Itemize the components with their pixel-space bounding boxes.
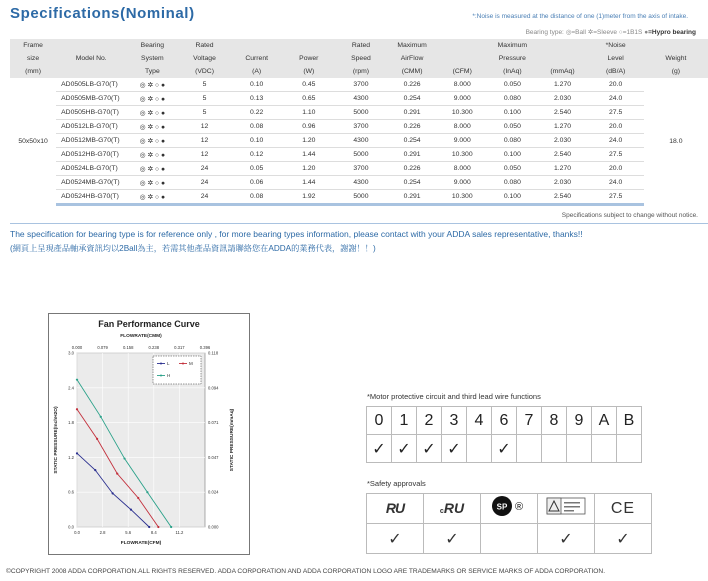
power-cell: 1.20: [283, 162, 335, 176]
series-point-L: [76, 452, 78, 454]
cul-mark: [424, 494, 481, 524]
bearing-type-icons: ◎ ✲ ○ ●: [126, 120, 178, 134]
spec-header-cell: Pressure: [487, 52, 537, 65]
bearing-legend: [526, 28, 696, 36]
speed-cell: 3700: [335, 162, 387, 176]
cfm-cell: 8.000: [437, 78, 487, 92]
cfm-cell: 10.300: [437, 148, 487, 162]
power-cell: 0.96: [283, 120, 335, 134]
bearing-type-icons: ◎ ✲ ○ ●: [126, 134, 178, 148]
check-icon: [592, 435, 617, 463]
legend-label-M: M: [189, 361, 193, 366]
cmm-cell: 0.291: [387, 190, 437, 205]
series-point-M: [157, 526, 159, 528]
ce-mark: [595, 494, 652, 524]
spec-table: [10, 39, 708, 206]
spec-header-row: [10, 52, 708, 65]
model-cell: AD0524MB-G70(T): [56, 176, 126, 190]
check-icon: ✓: [417, 435, 442, 463]
mmaq-cell: 1.270: [537, 78, 587, 92]
inaq-cell: 0.050: [487, 162, 537, 176]
voltage-cell: 24: [178, 162, 230, 176]
voltage-cell: 24: [178, 176, 230, 190]
current-cell: 0.22: [231, 106, 283, 120]
spec-header-cell: Rated: [178, 39, 230, 52]
voltage-cell: 12: [178, 148, 230, 162]
voltage-cell: 5: [178, 92, 230, 106]
spec-header-cell: Maximum: [387, 39, 437, 52]
series-point-L: [148, 526, 150, 528]
mmaq-cell: 1.270: [537, 120, 587, 134]
spec-table-body: [10, 78, 708, 205]
cfm-cell: 10.300: [437, 106, 487, 120]
y-tick-label: 1.2: [68, 454, 74, 460]
noise-cell: 24.0: [588, 134, 644, 148]
function-code: 8: [542, 407, 567, 435]
spec-header-cell: Maximum: [487, 39, 537, 52]
spec-table-header: [10, 39, 708, 78]
noise-cell: 20.0: [588, 120, 644, 134]
inaq-cell: 0.080: [487, 92, 537, 106]
series-point-M: [116, 473, 118, 475]
model-cell: AD0512LB-G70(T): [56, 120, 126, 134]
spec-header-cell: Voltage: [178, 52, 230, 65]
function-code: 1: [392, 407, 417, 435]
check-icon: [481, 524, 538, 554]
x-tick-label: 8.4: [150, 530, 157, 535]
noise-cell: 24.0: [588, 92, 644, 106]
model-cell: AD0524HB-G70(T): [56, 190, 126, 205]
bearing-reference-note: The specification for bearing type is for reference only , for more bearing types information, please contact with your ADDA sales representative, thanks!!: [10, 229, 583, 239]
ul-mark: [367, 494, 424, 524]
cfm-cell: 10.300: [437, 190, 487, 205]
function-code: 9: [567, 407, 592, 435]
bearing-hypro: =Hypro bearing: [648, 29, 696, 36]
inaq-cell: 0.100: [487, 148, 537, 162]
check-icon: ✓: [442, 435, 467, 463]
bearing-type-icons: ◎ ✲ ○ ●: [126, 92, 178, 106]
noise-cell: 20.0: [588, 78, 644, 92]
check-icon: [467, 435, 492, 463]
right-tick-label: 0.118: [208, 350, 219, 356]
function-code: 3: [442, 407, 467, 435]
spec-header-cell: Type: [126, 65, 178, 78]
bearing-type-icons: ◎ ✲ ○ ●: [126, 162, 178, 176]
series-point-H: [100, 416, 102, 418]
inaq-cell: 0.080: [487, 134, 537, 148]
bearing-type-icons: ◎ ✲ ○ ●: [126, 176, 178, 190]
spec-row: [10, 176, 708, 190]
safety-marks-row: [367, 494, 652, 524]
hypro-icon: ●: [644, 29, 649, 36]
speed-cell: 3700: [335, 78, 387, 92]
spec-row: [10, 106, 708, 120]
functions-codes-row: [367, 407, 642, 435]
model-cell: AD0512MB-G70(T): [56, 134, 126, 148]
cfm-cell: 9.000: [437, 134, 487, 148]
spec-header-cell: [644, 39, 708, 52]
cmm-cell: 0.226: [387, 162, 437, 176]
spec-row: [10, 134, 708, 148]
function-code: 7: [517, 407, 542, 435]
voltage-cell: 12: [178, 134, 230, 148]
power-cell: 1.44: [283, 148, 335, 162]
model-cell: AD0505HB-G70(T): [56, 106, 126, 120]
legend-label-H: H: [167, 373, 171, 378]
cmm-cell: 0.254: [387, 92, 437, 106]
spec-row: [10, 120, 708, 134]
right-tick-label: 0.024: [208, 489, 219, 495]
cfm-cell: 9.000: [437, 176, 487, 190]
check-icon: ✓: [492, 435, 517, 463]
spec-header-cell: Frame: [10, 39, 56, 52]
bearing-sleeve: =Sleeve: [593, 29, 617, 36]
check-icon: ✓: [538, 524, 595, 554]
function-code: B: [617, 407, 642, 435]
top-tick-label: 0.158: [122, 345, 134, 350]
frame-size-cell: 50x50x10: [18, 137, 48, 145]
function-code: 4: [467, 407, 492, 435]
cmm-cell: 0.226: [387, 120, 437, 134]
spec-header-cell: [56, 39, 126, 52]
bearing-type-icons: ◎ ✲ ○ ●: [126, 190, 178, 205]
functions-title: *Motor protective circuit and third lead wire functions: [367, 392, 541, 401]
spec-header-cell: AirFlow: [387, 52, 437, 65]
right-tick-label: 0.071: [208, 420, 219, 426]
mmaq-cell: 2.540: [537, 148, 587, 162]
spec-row: [10, 78, 708, 92]
ball-icon: ◎: [565, 29, 572, 36]
y-tick-label: 0.6: [68, 489, 74, 495]
spec-header-cell: Current: [231, 52, 283, 65]
weight-cell: 18.0: [669, 137, 683, 145]
spec-header-cell: [437, 52, 487, 65]
function-code: 2: [417, 407, 442, 435]
series-point-M: [76, 408, 78, 410]
safety-title: *Safety approvals: [367, 479, 426, 488]
speed-cell: 4300: [335, 92, 387, 106]
cmm-cell: 0.254: [387, 134, 437, 148]
y-axis-label: STATIC PRESSURE(InchH2O): [54, 406, 59, 474]
right-tick-label: 0.000: [208, 524, 219, 530]
noise-cell: 24.0: [588, 176, 644, 190]
tuv-mark: [538, 494, 595, 524]
x-tick-label: 2.8: [99, 530, 106, 535]
right-axis-label: STATIC PRESSURE(mmAq): [230, 408, 235, 472]
function-code: 6: [492, 407, 517, 435]
noise-cell: 20.0: [588, 162, 644, 176]
check-icon: ✓: [367, 435, 392, 463]
divider: [10, 223, 708, 224]
right-tick-label: 0.094: [208, 385, 219, 391]
series-point-H: [123, 457, 125, 459]
mmaq-cell: 2.030: [537, 134, 587, 148]
spec-header-cell: [537, 52, 587, 65]
current-cell: 0.08: [231, 120, 283, 134]
bearing-type-icons: ◎ ✲ ○ ●: [126, 78, 178, 92]
spec-header-cell: [231, 39, 283, 52]
top-tick-label: 0.000: [71, 345, 83, 350]
current-cell: 0.06: [231, 176, 283, 190]
power-cell: 1.92: [283, 190, 335, 205]
cmm-cell: 0.291: [387, 106, 437, 120]
check-icon: [542, 435, 567, 463]
legend-marker-L: [160, 363, 162, 365]
power-cell: 1.44: [283, 176, 335, 190]
spec-header-cell: (dB/A): [588, 65, 644, 78]
mmaq-cell: 2.540: [537, 106, 587, 120]
spec-header-row: [10, 39, 708, 52]
cmm-cell: 0.226: [387, 78, 437, 92]
y-tick-label: 1.8: [68, 420, 74, 426]
right-tick-label: 0.047: [208, 454, 219, 460]
series-point-H: [76, 379, 78, 381]
spec-header-cell: [56, 65, 126, 78]
spec-header-cell: *Noise: [588, 39, 644, 52]
ul-logo: RU: [385, 499, 405, 516]
speed-cell: 5000: [335, 190, 387, 205]
noise-note: *:Noise is measured at the distance of one (1)meter from the axis of intake.: [472, 13, 688, 20]
legend-box: [153, 356, 201, 384]
noise-cell: 27.5: [588, 148, 644, 162]
check-icon: [517, 435, 542, 463]
spec-row: [10, 190, 708, 205]
y-tick-label: 0.0: [68, 524, 74, 530]
series-point-L: [130, 509, 132, 511]
spec-header-cell: (CFM): [437, 65, 487, 78]
speed-cell: 5000: [335, 148, 387, 162]
tuv-logo-icon: [546, 497, 586, 515]
bearing-b1s1: =1B1S: [622, 29, 643, 36]
current-cell: 0.12: [231, 148, 283, 162]
check-icon: [567, 435, 592, 463]
inaq-cell: 0.050: [487, 78, 537, 92]
function-code: 0: [367, 407, 392, 435]
inaq-cell: 0.100: [487, 106, 537, 120]
cmm-cell: 0.254: [387, 176, 437, 190]
top-tick-label: 0.396: [199, 345, 211, 350]
check-icon: ✓: [392, 435, 417, 463]
spec-header-cell: (g): [644, 65, 708, 78]
functions-checks-row: [367, 435, 642, 463]
speed-cell: 4300: [335, 134, 387, 148]
spec-row: [10, 92, 708, 106]
spec-header-cell: [283, 39, 335, 52]
legend-label-L: L: [167, 361, 170, 366]
sleeve-icon: ✲: [587, 29, 594, 36]
top-axis-label: FLOWRATE(CMM): [120, 334, 162, 339]
b1s1-icon: ○: [618, 29, 623, 36]
svg-text:SP: SP: [496, 502, 508, 512]
spec-header-cell: (A): [231, 65, 283, 78]
spec-row: [10, 148, 708, 162]
copyright: ©COPYRIGHT 2008 ADDA CORPORATION.ALL RIGHTS RESERVED. ADDA CORPORATION AND ADDA CORPORATION LOGO ARE TRADEMARKS OR SERVICE MARKS OF ADDA CORPORATION.: [6, 568, 606, 575]
voltage-cell: 12: [178, 120, 230, 134]
inaq-cell: 0.050: [487, 120, 537, 134]
spec-header-cell: Model No.: [56, 52, 126, 65]
function-code: A: [592, 407, 617, 435]
speed-cell: 3700: [335, 120, 387, 134]
power-cell: 0.65: [283, 92, 335, 106]
voltage-cell: 5: [178, 106, 230, 120]
mmaq-cell: 1.270: [537, 162, 587, 176]
spec-header-cell: Weight: [644, 52, 708, 65]
top-tick-label: 0.317: [174, 345, 185, 350]
csa-mark: [481, 494, 538, 524]
x-axis-label: FLOWRATE(CFM): [120, 541, 162, 546]
spec-header-cell: Rated: [335, 39, 387, 52]
noise-cell: 27.5: [588, 106, 644, 120]
model-cell: AD0505LB-G70(T): [56, 78, 126, 92]
mmaq-cell: 2.030: [537, 176, 587, 190]
series-point-H: [170, 526, 172, 528]
spec-header-cell: Bearing: [126, 39, 178, 52]
model-cell: AD0524LB-G70(T): [56, 162, 126, 176]
bearing-ball: =Ball: [571, 29, 586, 36]
legend-marker-H: [160, 375, 162, 377]
bearing-type-icons: ◎ ✲ ○ ●: [126, 106, 178, 120]
noise-cell: 27.5: [588, 190, 644, 205]
speed-cell: 4300: [335, 176, 387, 190]
inaq-cell: 0.100: [487, 190, 537, 205]
cfm-cell: 8.000: [437, 162, 487, 176]
spec-header-row: [10, 65, 708, 78]
bearing-reference-note-zh: (網頁上呈現產品軸承資訊均以2Ball為主，若需其他產品資訊請聯絡您在ADDA的業務代表，謝謝！！): [10, 244, 376, 253]
x-tick-label: 5.6: [125, 530, 132, 535]
bearing-legend-label: Bearing type:: [525, 29, 564, 36]
spec-header-cell: (rpm): [335, 65, 387, 78]
spec-row: [10, 162, 708, 176]
spec-header-cell: [437, 39, 487, 52]
top-tick-label: 0.238: [148, 345, 160, 350]
y-tick-label: 2.4: [68, 385, 74, 391]
spec-table-wrap: [10, 39, 708, 206]
top-tick-label: 0.079: [97, 345, 108, 350]
series-point-H: [146, 491, 148, 493]
spec-header-cell: [537, 39, 587, 52]
y-tick-label: 3.0: [68, 350, 74, 356]
current-cell: 0.08: [231, 190, 283, 205]
current-cell: 0.10: [231, 134, 283, 148]
csa-logo-icon: [491, 495, 527, 517]
inaq-cell: 0.080: [487, 176, 537, 190]
model-cell: AD0505MB-G70(T): [56, 92, 126, 106]
model-cell: AD0512HB-G70(T): [56, 148, 126, 162]
spec-header-cell: size: [10, 52, 56, 65]
spec-header-cell: Level: [588, 52, 644, 65]
fan-performance-chart-svg: [49, 314, 249, 554]
power-cell: 1.20: [283, 134, 335, 148]
spec-header-cell: (InAq): [487, 65, 537, 78]
spec-header-cell: (CMM): [387, 65, 437, 78]
spec-header-cell: (W): [283, 65, 335, 78]
voltage-cell: 5: [178, 78, 230, 92]
series-point-L: [112, 492, 114, 494]
bearing-type-icons: ◎ ✲ ○ ●: [126, 148, 178, 162]
spec-header-cell: (mmAq): [537, 65, 587, 78]
spec-header-cell: System: [126, 52, 178, 65]
spec-header-cell: Power: [283, 52, 335, 65]
legend-marker-M: [182, 363, 184, 365]
power-cell: 0.45: [283, 78, 335, 92]
series-point-M: [96, 438, 98, 440]
subject-to-change-note: Specifications subject to change without notice.: [561, 212, 698, 219]
functions-table: [366, 406, 642, 463]
check-icon: [617, 435, 642, 463]
series-point-M: [137, 497, 139, 499]
spec-header-cell: (mm): [10, 65, 56, 78]
cmm-cell: 0.291: [387, 148, 437, 162]
spec-header-cell: Speed: [335, 52, 387, 65]
current-cell: 0.13: [231, 92, 283, 106]
voltage-cell: 24: [178, 190, 230, 205]
check-icon: ✓: [595, 524, 652, 554]
svg-text:®: ®: [514, 501, 524, 513]
page-title: Specifications(Nominal): [10, 5, 195, 22]
safety-table: [366, 493, 652, 554]
x-tick-label: 0.0: [74, 530, 80, 535]
fan-performance-chart: [48, 313, 250, 555]
cfm-cell: 9.000: [437, 92, 487, 106]
check-icon: ✓: [367, 524, 424, 554]
mmaq-cell: 2.030: [537, 92, 587, 106]
safety-checks-row: [367, 524, 652, 554]
cul-logo: cRU: [439, 499, 465, 516]
x-tick-label: 11.2: [175, 530, 184, 535]
current-cell: 0.10: [231, 78, 283, 92]
power-cell: 1.10: [283, 106, 335, 120]
cfm-cell: 8.000: [437, 120, 487, 134]
check-icon: ✓: [424, 524, 481, 554]
spec-header-cell: (VDC): [178, 65, 230, 78]
chart-title: Fan Performance Curve: [98, 319, 200, 329]
mmaq-cell: 2.540: [537, 190, 587, 205]
series-point-L: [94, 469, 96, 471]
ce-logo: CE: [610, 499, 636, 517]
speed-cell: 5000: [335, 106, 387, 120]
current-cell: 0.05: [231, 162, 283, 176]
